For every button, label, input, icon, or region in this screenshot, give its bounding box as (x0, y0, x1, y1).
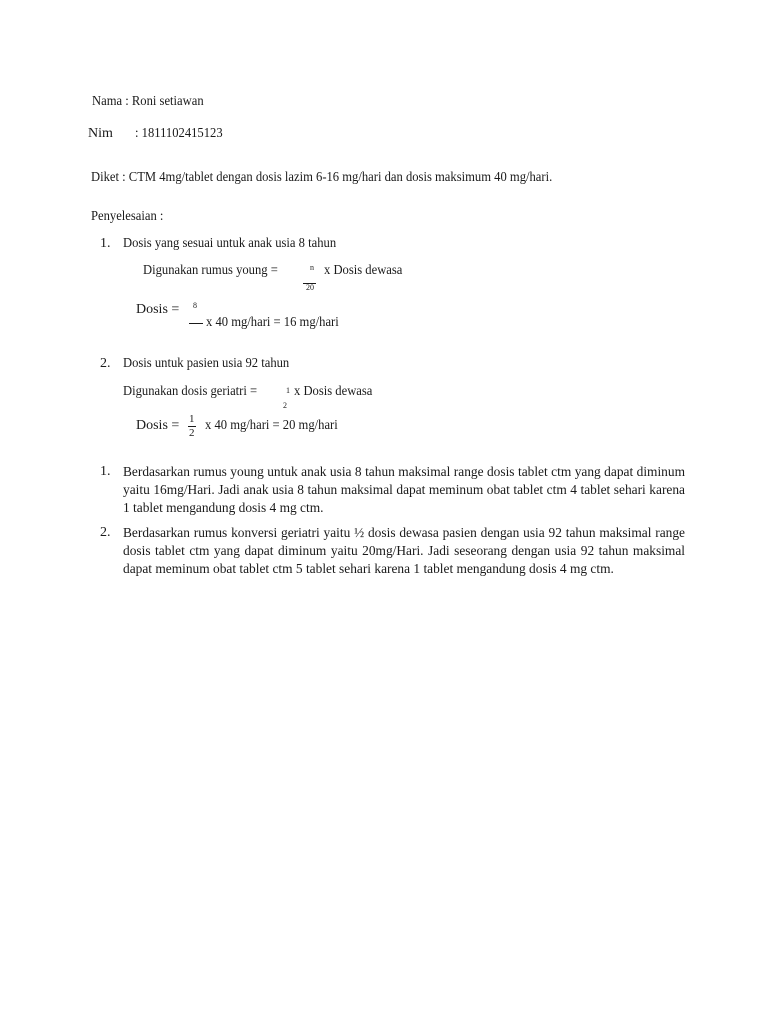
item1-formula-tail: x Dosis dewasa (324, 263, 403, 278)
item1-formula-label: Digunakan rumus young = (143, 263, 278, 278)
conclusion2-number: 2. (100, 525, 111, 540)
item1-title: Dosis yang sesuai untuk anak usia 8 tahun (123, 236, 337, 251)
item2-formula-denominator: 2 (283, 401, 287, 410)
solution-heading (91, 209, 171, 225)
name-text: Nama : Roni setiawan (92, 94, 204, 109)
item2-dosis-denominator: 2 (189, 427, 195, 439)
item1-number: 1. (100, 236, 111, 251)
nim-value-line (135, 126, 232, 142)
name-line (92, 94, 216, 110)
nim-line (88, 126, 113, 142)
item2-dosis-calc: x 40 mg/hari = 20 mg/hari (205, 418, 338, 433)
given-text: Diket : CTM 4mg/tablet dengan dosis lazim 6-16 mg/hari dan dosis maksimum 40 mg/hari. (91, 170, 553, 185)
item2-formula-tail: x Dosis dewasa (294, 384, 373, 399)
conclusion1-number: 1. (100, 464, 111, 479)
item1-dosis-calc: x 40 mg/hari = 16 mg/hari (206, 315, 339, 330)
conclusion1-text: Berdasarkan rumus young untuk anak usia 8 tahun maksimal range dosis tablet ctm yang dapat diminum yaitu 16mg/Hari. Jadi anak usia 8 tahun maksimal dapat meminum obat tablet ctm 4 tablet sehari karena 1 tablet mengandung dosis 4 mg ctm. (123, 464, 685, 515)
item2-dosis-label: Dosis = (136, 418, 180, 433)
item1-formula-denominator: 20 (306, 283, 314, 292)
nim-value: : 1811102415123 (135, 126, 223, 141)
given-line (91, 170, 604, 186)
item1-formula-numerator: n (310, 263, 314, 272)
solution-heading-text: Penyelesaian : (91, 209, 164, 224)
item2-number: 2. (100, 356, 111, 371)
item2-title: Dosis untuk pasien usia 92 tahun (123, 356, 290, 371)
item2-formula-label: Digunakan dosis geriatri = (123, 384, 258, 399)
conclusion2-text: Berdasarkan rumus konversi geriatri yaitu ½ dosis dewasa pasien dengan usia 92 tahun maksimal range dosis tablet ctm yang dapat diminum yaitu 20mg/Hari. Jadi seseorang dengan usia 92 tahun maksimal dapat meminum obat tablet ctm 5 tablet sehari karena 1 tablet mengandung dosis 4 mg ctm. (123, 525, 685, 576)
item1-dosis-label: Dosis = (136, 302, 180, 317)
item1-dosis-fraction-bar (189, 323, 203, 324)
nim-label: Nim (88, 126, 113, 141)
item1-dosis-numerator: 8 (193, 301, 197, 310)
item2-formula-numerator: 1 (286, 386, 290, 395)
item2-dosis-numerator: 1 (189, 413, 195, 425)
